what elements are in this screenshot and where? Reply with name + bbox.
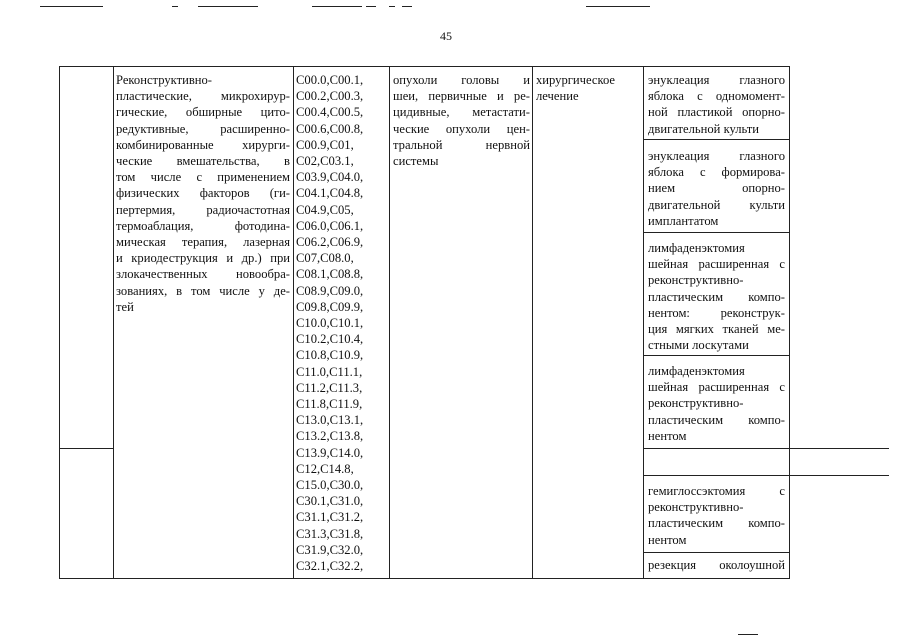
care-type-cell — [116, 72, 290, 315]
code-line: C30.1,C31.0, — [296, 494, 364, 509]
scan-mark — [389, 6, 395, 7]
text-line: шеи, первичные и ре- — [393, 89, 530, 104]
text-line: шейная расширенная с — [648, 257, 785, 272]
text-line: яблока с формирова- — [648, 165, 785, 180]
text-line: пластическим компо- — [648, 412, 785, 427]
code-line: C07,C08.0, — [296, 251, 354, 266]
text-line: термоаблация, фотодина- — [116, 218, 290, 233]
code-line: C10.8,C10.9, — [296, 348, 364, 363]
text-line: тей — [116, 299, 134, 314]
code-line: C12,C14.8, — [296, 461, 354, 476]
treatment-type-cell — [536, 72, 640, 104]
table-top-border — [59, 66, 790, 67]
method-cell — [648, 557, 785, 573]
method-cell — [648, 72, 785, 137]
code-line: C00.4,C00.5, — [296, 105, 364, 120]
method-cell — [648, 240, 785, 353]
col-border — [532, 66, 533, 578]
scan-mark — [40, 6, 103, 7]
scan-mark — [586, 6, 650, 7]
row-separator — [643, 475, 790, 476]
text-line: ческие вмешательства, в — [116, 154, 290, 169]
row-separator — [643, 232, 790, 233]
code-line: C13.9,C14.0, — [296, 445, 364, 460]
code-line: C06.2,C06.9, — [296, 235, 364, 250]
row-separator — [643, 552, 790, 553]
code-line: C00.9,C01, — [296, 137, 354, 152]
text-line: шейная расширенная с — [648, 380, 785, 395]
code-line: C08.1,C08.8, — [296, 267, 364, 282]
patient-model-cell — [393, 72, 530, 169]
text-line: нием опорно- — [648, 181, 785, 196]
text-line: Реконструктивно- — [116, 73, 212, 87]
text-line: энуклеация глазного — [648, 149, 785, 163]
text-line: системы — [393, 154, 439, 169]
text-line: реконструктивно- — [648, 273, 744, 288]
code-line: C08.9,C09.0, — [296, 283, 364, 298]
col-border — [389, 66, 390, 578]
text-line: и криодеструкция и др.) при — [116, 251, 290, 266]
text-line: реконструктивно- — [648, 396, 744, 411]
scan-mark — [172, 6, 178, 7]
text-line: пластическим компо- — [648, 289, 785, 304]
code-line: C00.0,C00.1, — [296, 73, 364, 87]
code-line: C10.2,C10.4, — [296, 332, 364, 347]
code-line: C10.0,C10.1, — [296, 316, 364, 331]
text-line: пертермия, радиочастотная — [116, 202, 290, 217]
code-line: C31.9,C32.0, — [296, 542, 364, 557]
text-line: нентом — [648, 428, 687, 443]
icd-codes-cell — [296, 72, 388, 574]
code-line: C09.8,C09.9, — [296, 299, 364, 314]
code-line: C15.0,C30.0, — [296, 478, 364, 493]
table-bottom-border — [59, 578, 790, 579]
row-separator — [643, 355, 790, 356]
text-line: физических факторов (ги- — [116, 186, 290, 201]
code-line: C11.8,C11.9, — [296, 397, 363, 412]
text-line: энуклеация глазного — [648, 73, 785, 87]
col-border — [293, 66, 294, 578]
text-line: мическая терапия, лазерная — [116, 235, 290, 250]
scan-mark — [738, 634, 758, 635]
scan-mark — [366, 6, 376, 7]
code-line: C11.2,C11.3, — [296, 380, 363, 395]
text-line: том числе с применением — [116, 170, 290, 185]
method-cell — [648, 363, 785, 444]
text-line: двигательной культи — [648, 197, 785, 212]
code-line: C04.9,C05, — [296, 202, 354, 217]
text-line: лимфаденэктомия — [648, 364, 745, 378]
text-line: пластическим компо- — [648, 516, 785, 531]
col-border — [789, 66, 790, 578]
code-line: C13.0,C13.1, — [296, 413, 364, 428]
code-line: C00.2,C00.3, — [296, 89, 364, 104]
text-line: тральной нервной — [393, 137, 530, 152]
text-line: пластические, микрохирур- — [116, 89, 290, 104]
text-line: резекция околоушной — [648, 558, 785, 572]
text-line: цидивные, метастати- — [393, 105, 530, 120]
scan-mark — [198, 6, 258, 7]
text-line: лимфаденэктомия — [648, 241, 745, 255]
text-line: реконструктивно- — [648, 500, 744, 515]
col-border — [643, 66, 644, 578]
row-separator — [643, 139, 790, 140]
code-line: C03.9,C04.0, — [296, 170, 364, 185]
code-line: C31.3,C31.8, — [296, 526, 364, 541]
text-line: ческие опухоли цен- — [393, 121, 530, 136]
text-line: зованиях, в том числе у де- — [116, 283, 290, 298]
text-line: лечение — [536, 89, 579, 104]
code-line: C06.0,C06.1, — [296, 218, 364, 233]
code-line: C04.1,C04.8, — [296, 186, 364, 201]
col-border — [113, 66, 114, 578]
code-line: C31.1,C31.2, — [296, 510, 364, 525]
text-line: злокачественных новообра- — [116, 267, 290, 282]
page-number: 45 — [440, 29, 452, 43]
text-line: имплантатом — [648, 213, 719, 228]
code-line: C32.1,C32.2, — [296, 559, 364, 574]
code-line: C11.0,C11.1, — [296, 364, 363, 379]
method-cell — [648, 148, 785, 229]
text-line: опухоли головы и — [393, 73, 530, 87]
code-line: C00.6,C00.8, — [296, 121, 364, 136]
text-line: гемиглоссэктомия с — [648, 484, 785, 498]
text-line: комбинированные хирурги- — [116, 137, 290, 152]
text-line: нентом — [648, 532, 687, 547]
text-line: яблока с одномомент- — [648, 89, 785, 104]
text-line: двигательной культи — [648, 121, 760, 136]
scan-mark — [312, 6, 362, 7]
method-cell — [648, 483, 785, 548]
row-separator — [59, 448, 113, 449]
text-line: нентом: реконструк- — [648, 305, 785, 320]
code-line: C13.2,C13.8, — [296, 429, 364, 444]
text-line: стными лоскутами — [648, 338, 749, 353]
code-line: C02,C03.1, — [296, 154, 354, 169]
scan-mark — [402, 6, 412, 7]
text-line: ной пластикой опорно- — [648, 105, 785, 120]
text-line: редуктивные, расширенно- — [116, 121, 290, 136]
text-line: хирургическое — [536, 73, 616, 87]
col-border — [59, 66, 60, 578]
row-separator — [789, 475, 889, 476]
text-line: ция мягких тканей ме- — [648, 322, 785, 337]
row-separator — [643, 448, 889, 449]
text-line: гические, обширные цито- — [116, 105, 290, 120]
